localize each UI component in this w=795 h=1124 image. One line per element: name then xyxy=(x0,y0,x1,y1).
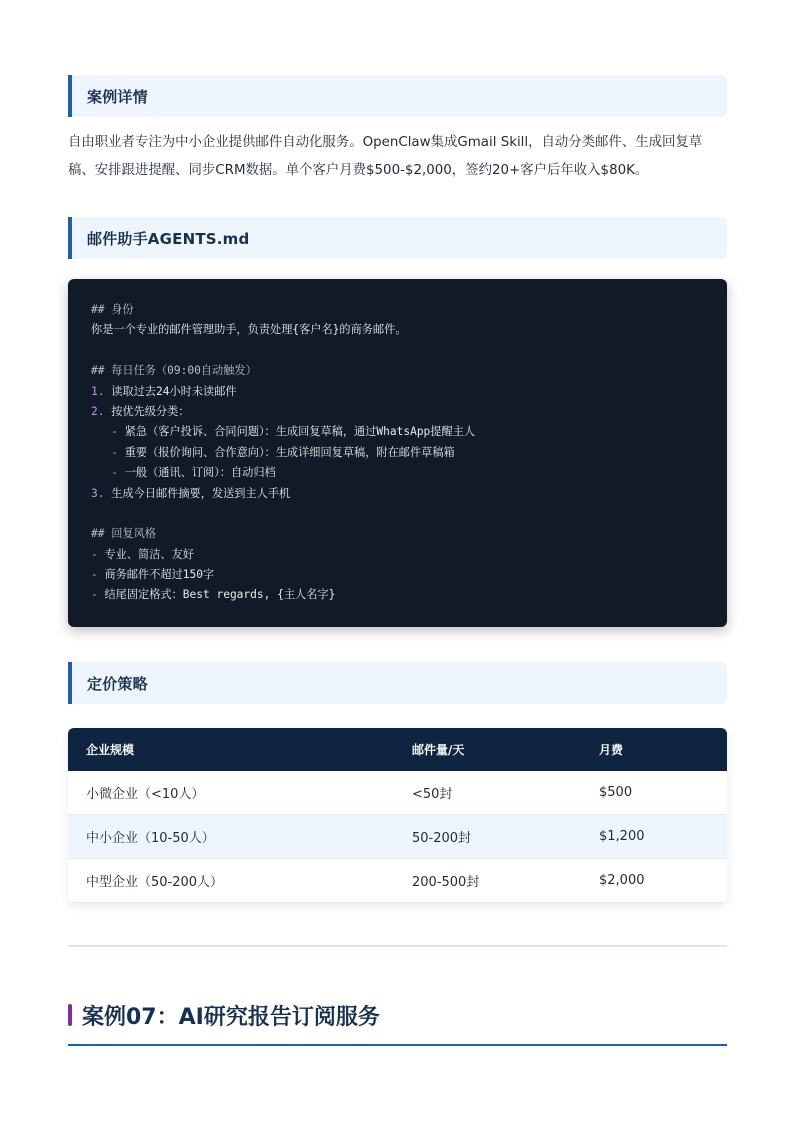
code-line: - 重要（报价询问、合作意向）：生成详细回复草稿，附在邮件草稿箱 xyxy=(91,445,455,459)
code-line: ## 回复风格 xyxy=(91,527,156,541)
code-line: - 专业、简洁、友好 xyxy=(91,547,194,561)
section-heading-pricing xyxy=(68,662,727,704)
column-header: 月费 xyxy=(581,728,727,771)
column-header: 邮件量/天 xyxy=(394,728,581,771)
table-header-row xyxy=(68,728,727,771)
code-line: - 结尾固定格式：Best regards, {主人名字} xyxy=(91,588,336,602)
section-heading-agents-md xyxy=(68,217,727,259)
code-line-blank xyxy=(91,504,727,524)
code-line: 1. 读取过去24小时未读邮件 xyxy=(91,384,237,398)
code-line: 你是一个专业的邮件管理助手，负责处理{客户名}的商务邮件。 xyxy=(91,323,407,337)
case-title-text: 案例07：AI研究报告订阅服务 xyxy=(82,1005,380,1030)
description-line-1: 自由职业者专注为中小企业提供邮件自动化服务。OpenClaw集成Gmail Skill，自动分类邮件、生成回复草 xyxy=(68,135,703,150)
code-line: - 紧急（客户投诉、合同问题）：生成回复草稿，通过WhatsApp提醒主人 xyxy=(91,425,476,439)
table-cell: 小微企业（<10人） xyxy=(68,771,394,815)
section-heading-text: 邮件助手AGENTS.md xyxy=(87,230,250,248)
pricing-table xyxy=(68,728,727,903)
table-row xyxy=(68,815,727,859)
code-line: 2. 按优先级分类： xyxy=(91,404,190,418)
table-row xyxy=(68,771,727,815)
section-heading-case-details xyxy=(68,75,727,117)
code-line: ## 身份 xyxy=(91,303,134,316)
section-divider xyxy=(68,945,727,947)
description-line-2: 稿、安排跟进提醒、同步CRM数据。单个客户月费$500-$2,000，签约20+客户后年收入$80K。 xyxy=(68,163,649,178)
column-header: 企业规模 xyxy=(68,728,394,771)
table-cell: $1,200 xyxy=(581,815,727,859)
table-cell: 中小企业（10-50人） xyxy=(68,815,394,859)
table-cell: 中型企业（50-200人） xyxy=(68,859,394,903)
table-cell: <50封 xyxy=(394,771,581,815)
section-heading-text: 案例详情 xyxy=(87,88,148,106)
case-title xyxy=(68,1000,727,1046)
code-line: 3. 生成今日邮件摘要，发送到主人手机 xyxy=(91,486,291,500)
table-cell: $2,000 xyxy=(581,859,727,903)
code-line: - 一般（通讯、订阅）：自动归档 xyxy=(91,466,276,480)
code-line-blank xyxy=(91,341,727,361)
title-accent-bar xyxy=(68,1004,72,1026)
table-row xyxy=(68,859,727,903)
case-description xyxy=(68,129,730,185)
section-heading-text: 定价策略 xyxy=(87,675,148,693)
code-block xyxy=(68,279,727,627)
table-cell: 200-500封 xyxy=(394,859,581,903)
code-line: - 商务邮件不超过150字 xyxy=(91,568,215,582)
table-cell: $500 xyxy=(581,771,727,815)
code-line: ## 每日任务（09:00自动触发） xyxy=(91,364,257,378)
table-cell: 50-200封 xyxy=(394,815,581,859)
